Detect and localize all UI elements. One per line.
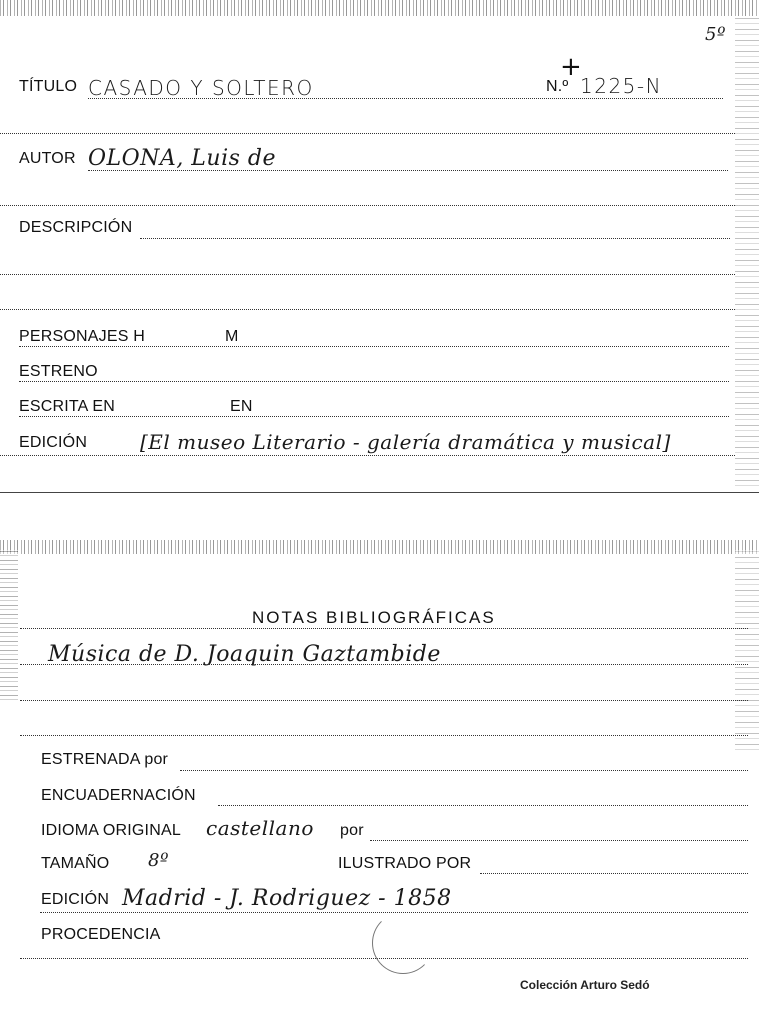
notas-line-1 [20, 664, 748, 665]
titulo-value: CASADO Y SOLTERO [88, 76, 314, 100]
procedencia-label: PROCEDENCIA [41, 926, 161, 943]
encuadernacion-line [218, 805, 748, 806]
edicion-value: [El museo Literario - galería dramática y musical] [140, 430, 671, 454]
estreno-line [19, 381, 729, 382]
numero-label: N.º [546, 78, 569, 95]
titulo-line [88, 98, 723, 99]
estrenada-label: ESTRENADA por [41, 751, 169, 768]
escrita-label: ESCRITA EN [19, 398, 115, 415]
stamp-mark [372, 912, 434, 974]
notas-header: NOTAS BIBLIOGRÁFICAS [252, 608, 496, 627]
autor-line-2 [0, 205, 735, 206]
estreno-label: ESTRENO [19, 363, 98, 380]
estrenada-line [180, 770, 748, 771]
ilustrado-line [480, 873, 748, 874]
descripcion-line-1 [140, 238, 730, 239]
edicion-line [0, 455, 735, 456]
edicion-label: EDICIÓN [19, 434, 88, 451]
autor-value: OLONA, Luis de [88, 146, 277, 171]
descripcion-line-3 [0, 309, 735, 310]
descripcion-label: DESCRIPCIÓN [19, 219, 133, 236]
numero-value: 1225-N [580, 74, 663, 98]
edicion2-value: Madrid - J. Rodriguez - 1858 [122, 886, 452, 911]
autor-line [88, 170, 728, 171]
corner-note: 5º [705, 24, 726, 45]
titulo-label: TÍTULO [19, 78, 78, 95]
tamano-label: TAMAÑO [41, 855, 110, 872]
idioma-value: castellano [206, 816, 314, 840]
personajes-line [19, 346, 729, 347]
scan-edge-right [735, 16, 759, 486]
titulo-line-2 [0, 133, 735, 134]
idioma-line [370, 840, 748, 841]
nota-value: Música de D. Joaquin Gaztambide [48, 642, 441, 667]
escrita-line [19, 416, 729, 417]
catalog-card-front [0, 0, 759, 492]
scan-edge-right-2 [735, 550, 759, 750]
collection-footer: Colección Arturo Sedó [520, 978, 650, 992]
descripcion-line-2 [0, 274, 735, 275]
card-separator [0, 492, 759, 493]
personajes-label: PERSONAJES H [19, 328, 145, 345]
scan-edge-top [0, 0, 759, 16]
notas-line-3 [20, 735, 748, 736]
notas-line-0 [20, 628, 748, 629]
escrita-en-label: EN [230, 398, 253, 415]
idioma-label: IDIOMA ORIGINAL [41, 822, 181, 839]
tamano-value: 8º [148, 850, 169, 871]
autor-label: AUTOR [19, 150, 76, 167]
personajes-m-label: M [225, 328, 239, 345]
edicion2-label: EDICIÓN [41, 891, 110, 908]
encuadernacion-label: ENCUADERNACIÓN [41, 787, 196, 804]
plus-mark: + [560, 52, 582, 82]
scan-edge-left [0, 550, 18, 700]
ilustrado-label: ILUSTRADO POR [338, 855, 472, 872]
scan-edge-top-2 [0, 540, 759, 554]
idioma-por-label: por [340, 822, 364, 839]
notas-line-2 [20, 700, 748, 701]
